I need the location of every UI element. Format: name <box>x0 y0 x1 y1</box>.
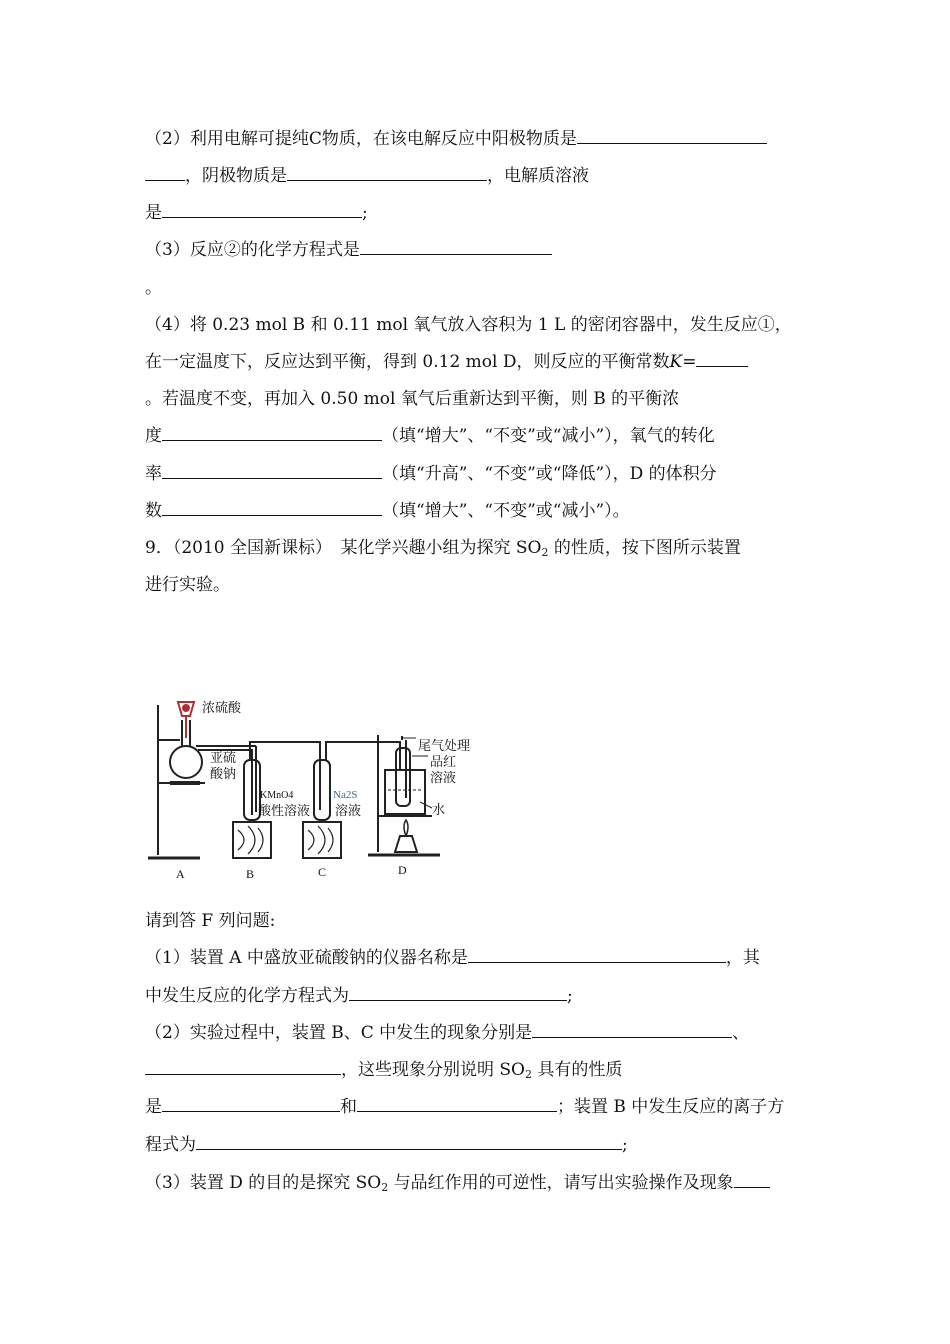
k-answer-blank[interactable] <box>696 350 748 367</box>
a2-text-1: （2）实验过程中，装置 B、C 中发生的现象分别是 <box>145 1023 533 1043</box>
flame <box>404 820 408 836</box>
a2-line-1 <box>145 1021 749 1045</box>
label-pinhong-2: 溶液 <box>430 771 457 786</box>
wood-block-b <box>233 822 271 858</box>
q4-line5-end: （填“升高”、“不变”或“降低”），D 的体积分 <box>382 464 717 484</box>
label-b: B <box>246 867 255 881</box>
k-symbol: K <box>669 352 683 372</box>
wood-grain-b <box>238 826 263 854</box>
q3-line-2 <box>145 276 162 300</box>
q2-line3-start: 是 <box>145 203 162 223</box>
label-kmno4-solution: 酸性溶液 <box>258 804 311 819</box>
cathode-label: ，阴极物质是 <box>185 166 287 186</box>
a1-text-1: （1）装置 A 中盛放亚硫酸钠的仪器名称是 <box>145 948 468 968</box>
label-na2s: Na2S <box>333 789 358 801</box>
q2-line-3 <box>145 201 368 225</box>
q9-intro-sub: 2 <box>541 546 549 559</box>
q2-text: （2）利用电解可提纯C物质，在该电解反应中阳极物质是 <box>145 129 577 149</box>
q9-intro-2: 的性质，按下图所示装置 <box>548 538 741 558</box>
answer-intro <box>145 909 275 933</box>
a2-text-4-end: ; <box>622 1135 628 1155</box>
a2-text-3-mid: 和 <box>340 1097 357 1117</box>
q4-text-2: 在一定温度下，反应达到平衡，得到 0.12 mol D，则反应的平衡常数 <box>145 352 670 372</box>
alcohol-lamp <box>395 836 417 852</box>
label-c: C <box>318 865 327 879</box>
label-sulfite-2: 酸钠 <box>210 767 237 782</box>
wood-block-c <box>303 822 341 858</box>
q9-intro-3: 进行实验。 <box>145 575 230 595</box>
equation-answer-blank[interactable] <box>360 238 552 255</box>
test-tube-d <box>396 748 410 806</box>
d-volume-fraction-blank[interactable] <box>162 499 382 516</box>
electrolyte-label: ，电解质溶液 <box>487 166 589 186</box>
a3-line-1 <box>145 1171 770 1195</box>
a2-line-3 <box>145 1095 784 1119</box>
label-acid: 浓硫酸 <box>202 701 242 716</box>
apparatus-diagram <box>140 690 500 890</box>
q4-line-5 <box>145 462 717 486</box>
label-tail-gas: 尾气处理 <box>418 739 471 754</box>
k-equals: = <box>682 352 697 372</box>
a-equation-blank[interactable] <box>349 984 567 1001</box>
q4-text-3: 。若温度不变，再加入 0.50 mol 氧气后重新达到平衡，则 B 的平衡浓 <box>145 389 680 409</box>
a1-text-2: 中发生反应的化学方程式为 <box>145 986 349 1006</box>
anode-answer-blank[interactable] <box>577 127 767 144</box>
b-concentration-blank[interactable] <box>162 424 382 441</box>
label-a: A <box>176 867 185 881</box>
q2-line-1 <box>145 127 767 151</box>
q2-line-2 <box>145 164 589 188</box>
b-phenomenon-blank[interactable] <box>532 1021 732 1038</box>
label-kmno4: KMnO4 <box>260 790 294 801</box>
a2-line-4 <box>145 1133 628 1157</box>
a2-text-2-end: 具有的性质 <box>532 1060 623 1080</box>
property-1-blank[interactable] <box>162 1095 340 1112</box>
a2-text-1-end: 、 <box>732 1023 750 1043</box>
ionic-equation-blank[interactable] <box>196 1133 622 1150</box>
tube-c-to-d <box>326 742 400 770</box>
a3-text-sub: 2 <box>381 1181 389 1194</box>
cathode-answer-blank[interactable] <box>287 164 487 181</box>
q4-line5-start: 率 <box>145 464 162 484</box>
a1-line-1 <box>145 946 760 970</box>
label-na2s-solution: 溶液 <box>335 804 362 819</box>
funnel-stopcock <box>183 705 189 711</box>
instrument-name-blank[interactable] <box>468 946 726 963</box>
q3-period: 。 <box>145 278 162 298</box>
q4-line-6 <box>145 499 630 523</box>
answer-intro-text: 请到答 F 列问题: <box>145 911 276 931</box>
a1-text-1-end: ，其 <box>725 948 760 968</box>
label-sulfite-1: 亚硫 <box>210 751 237 766</box>
q4-text-1: （4）将 0.23 mol B 和 0.11 mol 氧气放入容积为 1 L 的密闭容器中，发生反应①， <box>145 315 792 335</box>
q4-line-1 <box>145 313 792 337</box>
a1-text-2-end: ; <box>567 986 573 1006</box>
q4-line4-start: 度 <box>145 426 162 446</box>
property-2-blank[interactable] <box>357 1095 557 1112</box>
a2-text-3-end: ；装置 B 中发生反应的离子方 <box>557 1097 785 1117</box>
electrolyte-answer-blank[interactable] <box>162 201 362 218</box>
a2-text-3-start: 是 <box>145 1097 162 1117</box>
q4-line-2 <box>145 350 748 374</box>
round-bottom-flask <box>170 746 202 778</box>
q4-line-3 <box>145 387 679 411</box>
q2-line3-end: ; <box>362 203 368 223</box>
q3-line-1 <box>145 238 552 262</box>
a2-line-2 <box>145 1058 622 1082</box>
c-phenomenon-blank[interactable] <box>145 1058 341 1075</box>
q4-line6-end: （填“增大”、“不变”或“减小”）。 <box>382 501 630 521</box>
q3-text: （3）反应②的化学方程式是 <box>145 240 360 260</box>
q4-line4-end: （填“增大”、“不变”或“减小”），氧气的转化 <box>382 426 715 446</box>
q4-line6-start: 数 <box>145 501 162 521</box>
q9-intro-1: 9．（2010 全国新课标） 某化学兴趣小组为探究 SO <box>145 538 542 558</box>
label-water: 水 <box>432 803 446 818</box>
wood-grain-c <box>308 826 333 854</box>
a2-text-2-sub: 2 <box>525 1068 532 1081</box>
a2-text-2: ，这些现象分别说明 SO <box>341 1060 525 1080</box>
q9-line-1 <box>145 536 741 560</box>
q9-line-2 <box>145 573 230 597</box>
a2-text-4-start: 程式为 <box>145 1135 196 1155</box>
anode-answer-blank-cont[interactable] <box>145 164 185 181</box>
a3-text-1: （3）装置 D 的目的是探究 SO <box>145 1173 382 1193</box>
test-tube-c <box>314 760 330 820</box>
label-pinhong-1: 品红 <box>430 755 457 770</box>
a3-text-2: 与品红作用的可逆性，请写出实验操作及现象 <box>388 1173 734 1193</box>
q4-line-4 <box>145 424 715 448</box>
operation-phenomenon-blank[interactable] <box>734 1171 770 1188</box>
a1-line-2 <box>145 984 573 1008</box>
label-d: D <box>398 863 407 877</box>
oxygen-conversion-blank[interactable] <box>162 462 382 479</box>
